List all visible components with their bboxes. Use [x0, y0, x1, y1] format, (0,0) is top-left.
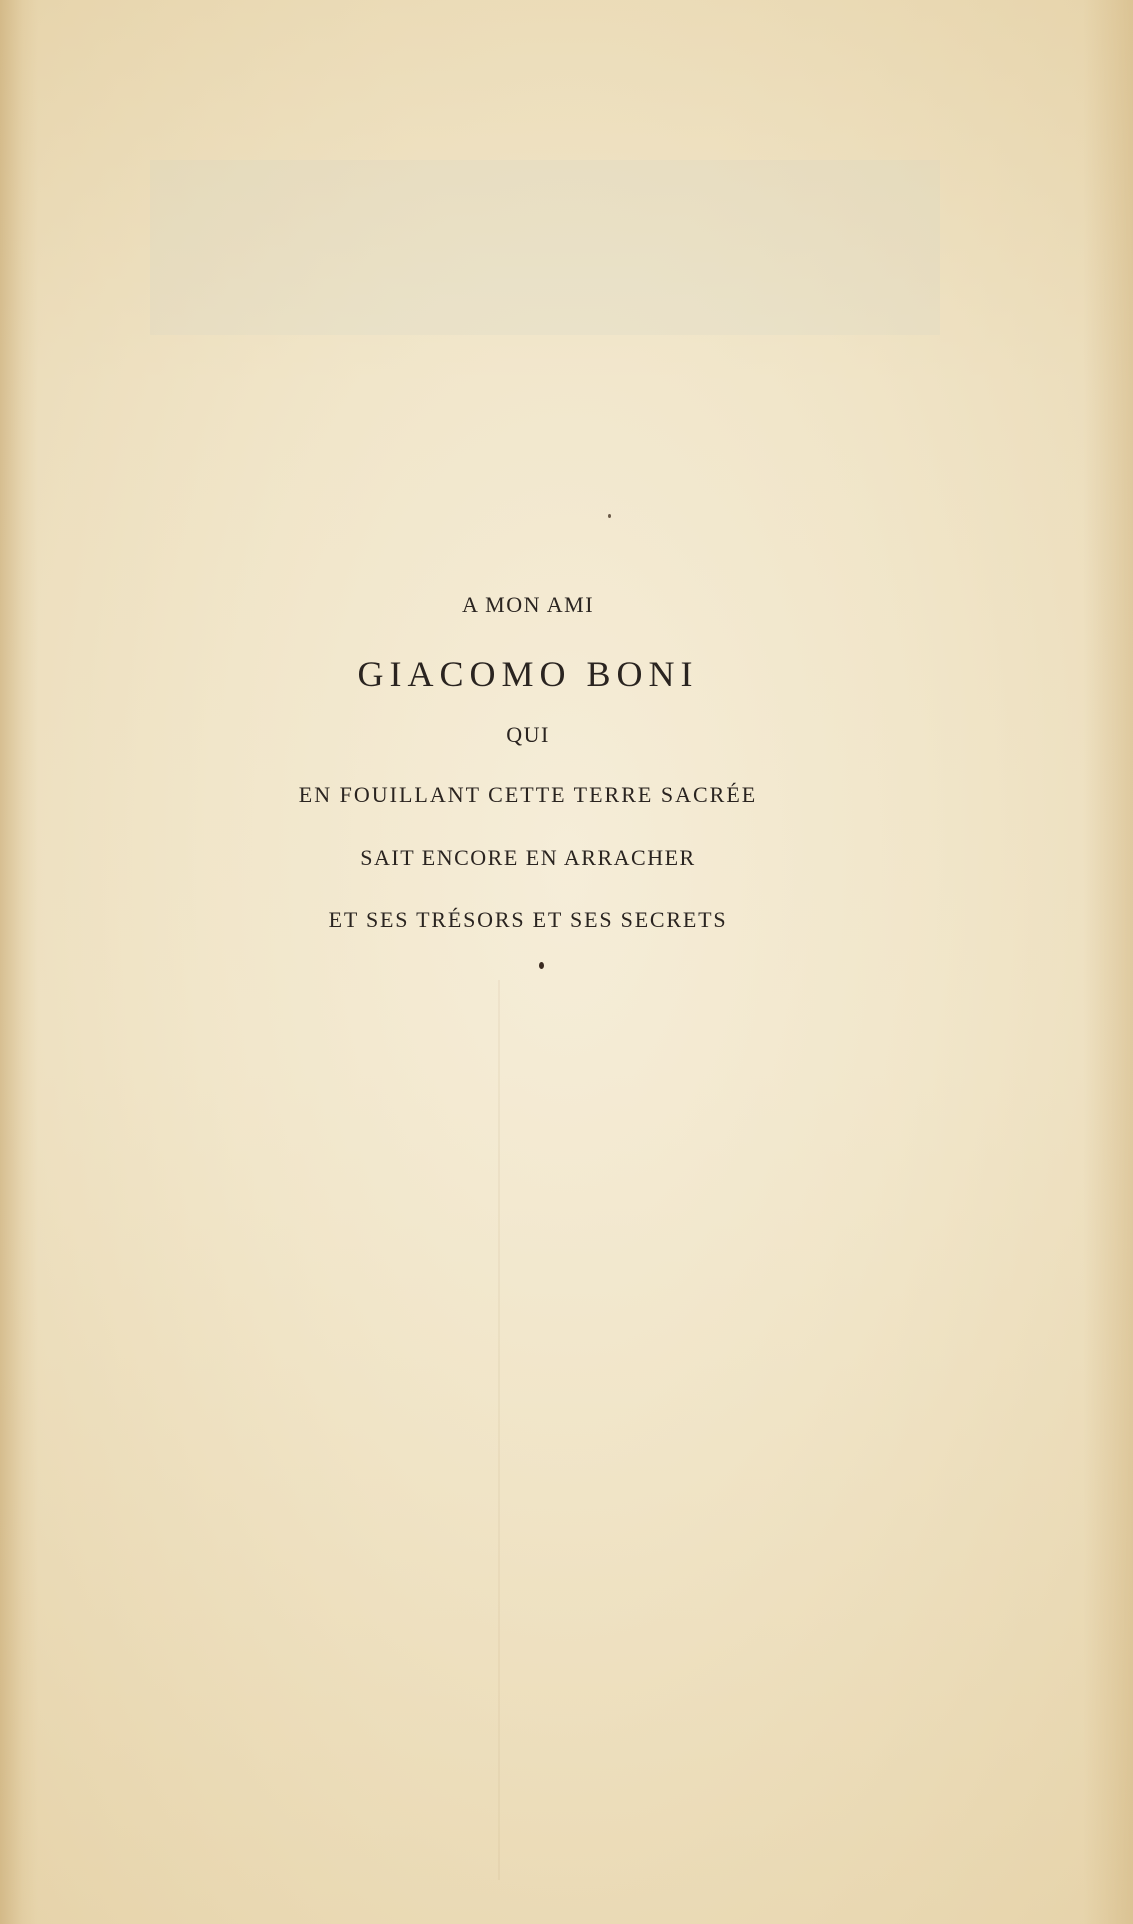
- dedication-line-4: EN FOUILLANT CETTE TERRE SACRÉE: [298, 782, 758, 807]
- dedication-name: GIACOMO BONI: [357, 654, 699, 694]
- dedication-line-5: SAIT ENCORE EN ARRACHER: [360, 845, 696, 870]
- dedication-line-6: ET SES TRÉSORS ET SES SECRETS: [328, 907, 728, 932]
- dedication-line-1: A MON AMI: [461, 592, 595, 617]
- dedication-line-3: QUI: [506, 722, 550, 747]
- ornament-dot: [539, 962, 544, 969]
